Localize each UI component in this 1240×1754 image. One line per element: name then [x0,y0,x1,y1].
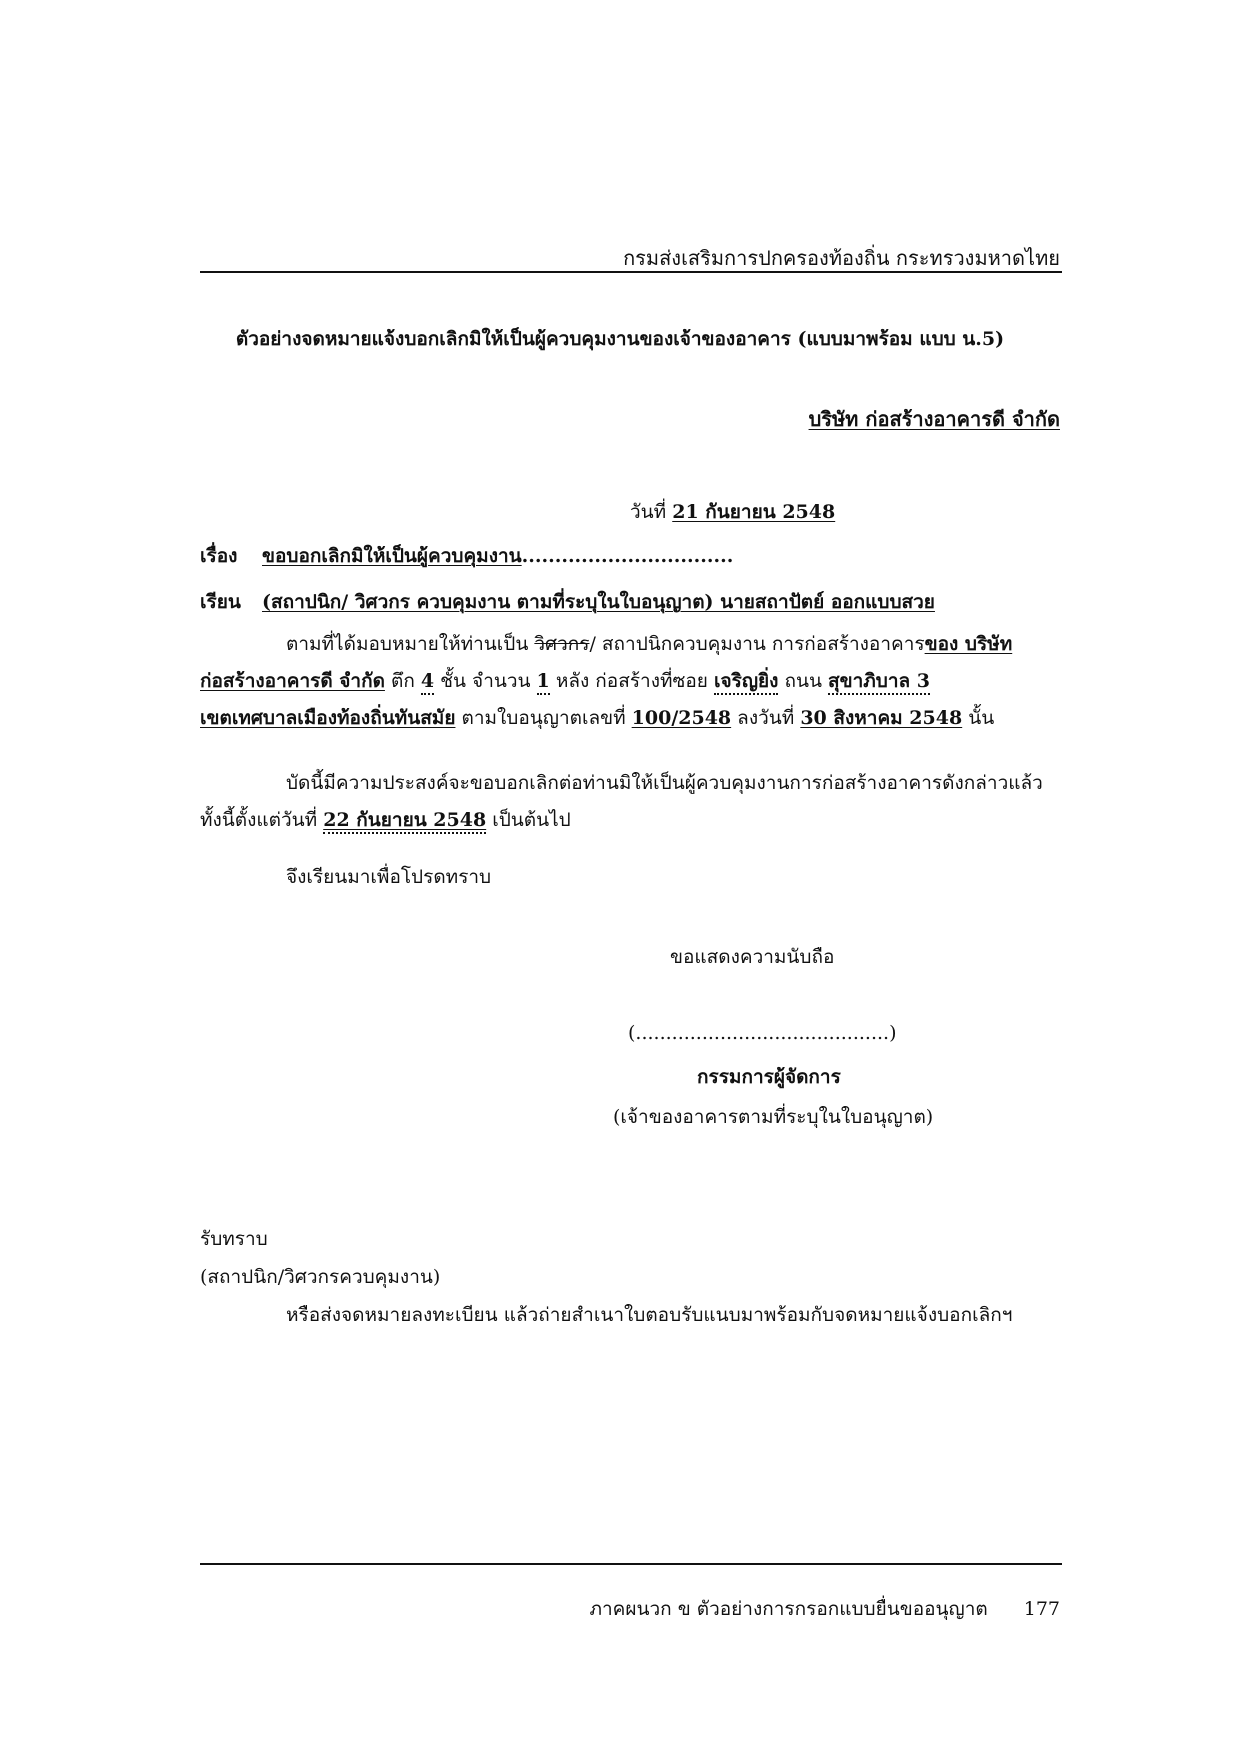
subject-value: ขอบอกเลิกมิให้เป็นผู้ควบคุมงาน [262,545,522,567]
recipient-label: เรียน [200,591,241,613]
closing-line: จึงเรียนมาเพื่อโปรดทราบ [286,866,492,888]
footer-section: ภาคผนวก ข ตัวอย่างการกรอกแบบยื่นขออนุญาต [589,1598,988,1620]
signature-position: กรรมการผู้จัดการ [697,1066,841,1088]
acknowledge-role: (สถาปนิก/วิศวกรควบคุมงาน) [200,1266,441,1288]
signature-line: (..........................................) [628,1022,897,1044]
paragraph-2: บัดนี้มีความประสงค์จะขอบอกเลิกต่อท่านมิให้เป็นผู้ควบคุมงานการก่อสร้างอาคารดังกล่าวแล้ว ทั้งนี้ตั้งแต่วันที่ 22 กันยายน 2548 เป็นต้นไป [200,765,1062,839]
footer [589,1594,1060,1624]
acknowledge-note: หรือส่งจดหมายลงทะเบียน แล้วถ่ายสำเนาใบตอบรับแนบมาพร้อมกับจดหมายแจ้งบอกเลิกฯ [286,1304,1013,1326]
acknowledge-label: รับทราบ [200,1228,268,1250]
header-department: กรมส่งเสริมการปกครองท้องถิ่น กระทรวงมหาดไทย [623,246,1060,270]
page-number: 177 [1023,1598,1060,1620]
recipient-value: (สถาปนิก/ วิศวกร ควบคุมงาน ตามที่ระบุในใบอนุญาต) นายสถาปัตย์ ออกแบบสวย [262,591,935,613]
footer-rule [200,1563,1062,1565]
subject-label: เรื่อง [200,545,238,567]
recipient-line [200,587,935,617]
header-rule [200,271,1062,273]
document-title: ตัวอย่างจดหมายแจ้งบอกเลิกมิให้เป็นผู้ควบคุมงานของเจ้าของอาคาร (แบบมาพร้อม แบบ น.5) [235,328,1005,350]
regards: ขอแสดงความนับถือ [670,946,835,968]
paragraph-1: ตามที่ได้มอบหมายให้ท่านเป็น วิศวกร/ สถาปนิกควบคุมงาน การก่อสร้างอาคารของ บริษัท ก่อสร้างอาคารดี จำกัด ตึก 4 ชั้น จำนวน 1 หลัง ก่อสร้างที่ซอย เจริญยิ่ง ถนน สุขาภิบาล 3 เขตเทศบาลเมืองท้องถิ่นทันสมัย ตามใบอนุญาตเลขที่ 100/2548 ลงวันที่ 30 สิงหาคม 2548 นั้น [200,633,1013,729]
subject-line: เรื่อง ขอบอกเลิกมิให้เป็นผู้ควบคุมงาน................................ [200,541,733,571]
signature-note: (เจ้าของอาคารตามที่ระบุในใบอนุญาต) [613,1106,934,1128]
letter-date: วันที่ 21 กันยายน 2548 [630,501,836,523]
company-name: บริษัท ก่อสร้างอาคารดี จำกัด [808,407,1060,431]
